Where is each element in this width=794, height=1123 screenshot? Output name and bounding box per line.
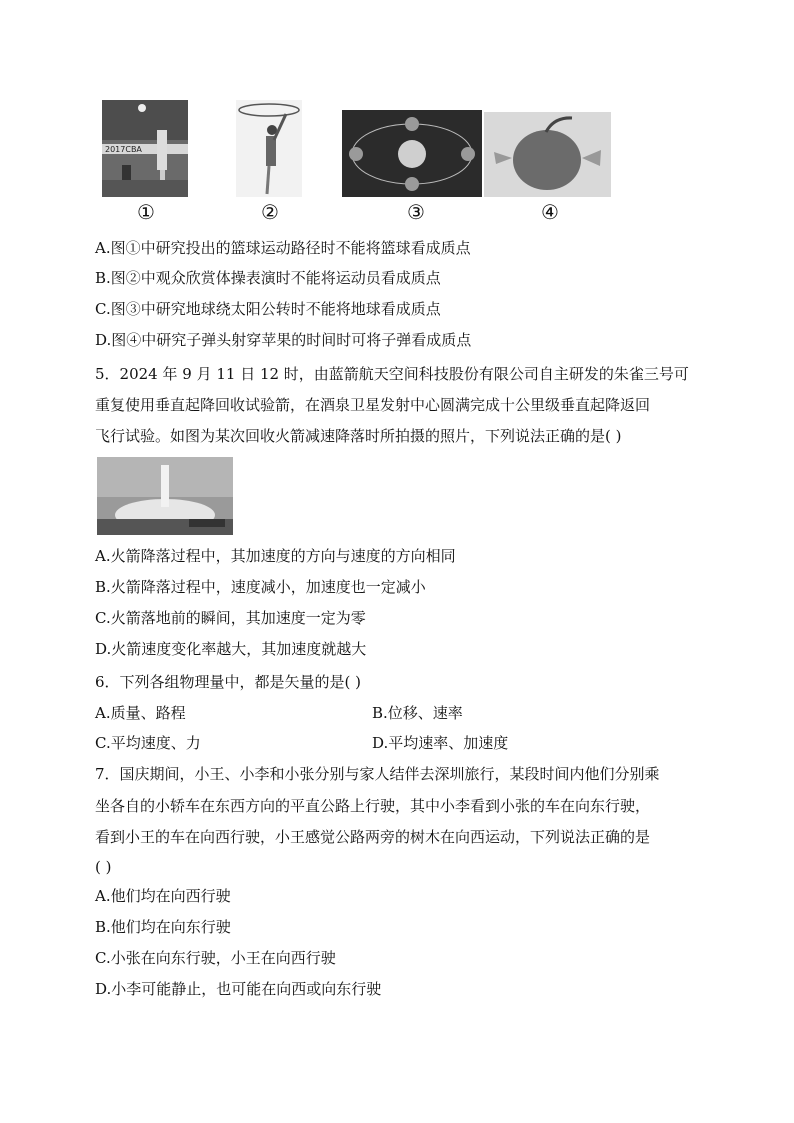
q7-option-c: C.小张在向东行驶，小王在向西行驶 [95, 949, 336, 967]
q7-option-d: D.小李可能静止，也可能在向西或向东行驶 [95, 980, 382, 998]
q7-option-a: A.他们均在向西行驶 [95, 887, 231, 905]
q7-option-b: B.他们均在向东行驶 [95, 918, 231, 936]
figure-caption-3: ③ [407, 200, 425, 224]
q5-option-c: C.火箭落地前的瞬间，其加速度一定为零 [95, 609, 366, 627]
q6-option-d: D.平均速率、加速度 [372, 734, 509, 752]
q6-option-a: A.质量、路程 [95, 704, 186, 722]
q4-option-c: C.图③中研究地球绕太阳公转时不能将地球看成质点 [95, 300, 441, 318]
q5-stem-line-3: 飞行试验。如图为某次回收火箭减速降落时所拍摄的照片，下列说法正确的是( ) [95, 427, 622, 445]
figure-caption-1: ① [137, 200, 155, 224]
figure-caption-4: ④ [541, 200, 559, 224]
q5-option-a: A.火箭降落过程中，其加速度的方向与速度的方向相同 [95, 547, 456, 565]
q7-stem-line-1: 7．国庆期间，小王、小李和小张分别与家人结伴去深圳旅行，某段时间内他们分别乘 [95, 765, 660, 783]
earth-orbit-photo [342, 110, 482, 197]
banner-text: 2017CBA [105, 145, 142, 154]
q6-option-c: C.平均速度、力 [95, 734, 201, 752]
q7-stem-line-4: ( ) [95, 858, 112, 876]
q4-option-d: D.图④中研究子弹头射穿苹果的时间时可将子弹看成质点 [95, 331, 472, 349]
q4-option-a: A.图①中研究投出的篮球运动路径时不能将篮球看成质点 [95, 239, 471, 257]
apple-bullet-photo [484, 112, 611, 197]
q6-stem: 6．下列各组物理量中，都是矢量的是( ) [95, 673, 362, 691]
q4-option-b: B.图②中观众欣赏体操表演时不能将运动员看成质点 [95, 269, 441, 287]
q6-option-b: B.位移、速率 [372, 704, 463, 722]
figure-caption-2: ② [261, 200, 279, 224]
q7-stem-line-2: 坐各自的小轿车在东西方向的平直公路上行驶，其中小李看到小张的车在向东行驶， [95, 797, 651, 815]
q5-stem-line-1: 5．2024 年 9 月 11 日 12 时，由蓝箭航天空间科技股份有限公司自主研发的朱雀三号可 [95, 365, 689, 383]
q7-stem-line-3: 看到小王的车在向西行驶，小王感觉公路两旁的树木在向西运动，下列说法正确的是 [95, 828, 651, 846]
q5-option-b: B.火箭降落过程中，速度减小，加速度也一定减小 [95, 578, 426, 596]
basketball-photo [102, 100, 188, 197]
rocket-landing-photo [97, 457, 233, 535]
gymnast-photo [236, 100, 302, 197]
q5-stem-line-2: 重复使用垂直起降回收试验箭，在酒泉卫星发射中心圆满完成十公里级垂直起降返回 [95, 396, 651, 414]
q5-option-d: D.火箭速度变化率越大，其加速度就越大 [95, 640, 367, 658]
